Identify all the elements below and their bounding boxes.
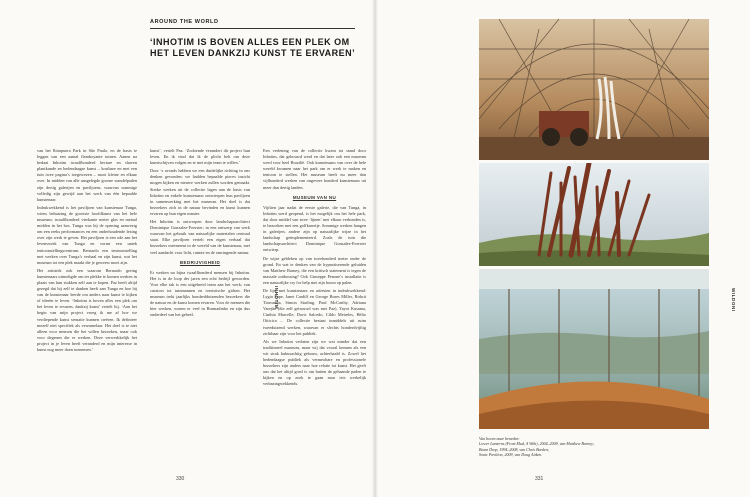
paragraph: van het Ibirapuera Park in São Paulo, en de basis te leggen van een aantal flamboyante tuinen. Aanne na bedaat Inhotim twaalfhonderd hectare en shaven plantkunde en hedendaagse kunst – kostbare en met een tuin twee pagina’s toegewezen – mooi kleine en elkaar over. In midden van alle aangelegde groene wandelpaden zijn dertig galerijen en paviljoens, waarvan sommige volledig zijn gewijd aan het werk van één bepaalde kunstenaar.: [37, 148, 137, 202]
photo-dome: [479, 19, 709, 160]
photo-caption: [479, 436, 709, 458]
poles-illustration: [479, 163, 709, 266]
paragraph: Het artistiek ook een waarom Bernardo gering kunstenaars uitnodigde om ter plekke te komen werken in plaats van hun stukken zelf aan te kopen. Paz heeft altijd gezegd dat hij zelf te danken heeft aan Tunga en hoe hij van de kunstenaar leerde om anders naar kunst te kijken of ideeën te leven. ‘Inhotim is boven alles een plek om het leven te ervaren, dankzij kunst’ vertelt hij. ‘Aan het begin van mijn project vroeg ik me af hoe we verdiepende kunst sensatie kunnen creëren. Ik definieer mezelf niet specifiek als verzamelaar. Het doel is te niet alleen voor mensen die het willen bezoeken, maar ook voor degenen die er werken. Deze verwerkkelijk het project in je leven heeft veranderd en mijn interesse in kunst nog meer doen toenemen.’: [37, 267, 137, 352]
subheading-bedrijvigheid: BEDRIJVIGHEID: [179, 259, 221, 265]
page-number: 330: [176, 476, 185, 482]
text-column-2: [150, 148, 250, 320]
vertical-section-label: WILDONI: [731, 288, 736, 312]
text-column-3: [263, 148, 366, 389]
section-label: AROUND THE WORLD: [150, 19, 219, 25]
vertical-section-label: INHOTIM: [274, 286, 279, 310]
page-number: 331: [535, 476, 544, 482]
page-gutter: [372, 0, 378, 497]
text-column-1: [37, 148, 137, 355]
headline: [150, 37, 355, 59]
pavilion-illustration: [479, 269, 709, 429]
caption-line: Sonic Pavilion, 2009, van Doug Aitken.: [479, 452, 543, 458]
paragraph: Het Inhotim is ontworpen door landschapsarchitect Dominique Gonzalez-Foerster; in een ontwerp van werk waarvan het gebruik van natuurlijke materialen centraal staat. Elke paviljoen vertelt een eigen verhaal dat bezoekers meeneemt in de wereld van de kunstenaar, met veel aandacht voor licht, ruimte en de omringende natuur.: [150, 219, 250, 255]
photo-pavilion: [479, 269, 709, 429]
paragraph: Een verlening van de collectie kwam tot stand door Inhotim, dat gebouwd werd en dat later ook een museum werd voor heel Brazilië. Ook kunstenaars van over de hele wereld kwamen naar het park om er werk te maken en tentoon te stellen. Het museum heeft nu meer dan vijfhonderd werken van ongeveer honderd kunstenaars uit meer dan dertig landen.: [263, 148, 366, 190]
paragraph: Als we Inhotim verlaten zijn we wat minder dat een traditioneel museum, maar wij dat vooral kennen als een wit strak kubusachtig gebouw, achterhaald is. Zowel het hedendaagse publiek als vernuwbare en professionele bezoekers zijn anders naar hoe relatie tot kunst. Het geeft ons dat het altijd goed is om buiten de gebaande paden te kijken en op zoek te gaan naar iets werkelijk verbazingwekkends.: [263, 338, 366, 387]
paragraph: Vijftien jaar nadat de eerste galerie, die van Tunga, in Inhotim werd geopend, is het mogelijk om het hele park, dat door middel van twee ‘lijnen’ met elkaar verbonden is, te bezoeken met een golfkarretje. Sommige werken hangen in galerijen, andere zijn op natuurlijke wijze in het landschap geïmplementeerd. Zoals de tuin die landschapsarchitect Dominique Gonzalez-Foerster ontwierp.: [263, 204, 366, 253]
caption-line: Lower Lanterns (From Mud, A Wiki), 2004–2009, van Matthew Barney;: [479, 441, 595, 447]
paragraph: Indrukwekkend is het paviljoen van kunstenaar Tunga, wiens behuizing de grootste hoofdkunst van het hele museum; twaalfhonderd vierkante meter glas en metaal midden in het bos. Tunga was bij de opening aanwezig om een reeks performances en een onderhoudende lezing over zijn werk te geven. Het paviljoen is een ode aan het levenswerk van Tunga en vormt een uniek tentoonstellingscentrum. Bernardo een tentoonstelling met werken over Tunga’s verhaal en zijn kunst, wat het museum tot een plek maakt die je geweest moet zijn.: [37, 204, 137, 265]
section-rule: [150, 28, 355, 29]
subheading-museum-van-nu: MUSEUM VAN NU: [292, 194, 337, 200]
right-page: [375, 0, 750, 497]
caption-line: Beam Drop, 1994–2008, van Chris Burden;: [479, 446, 550, 452]
paragraph: Er werken nu bijna twaalfhonderd mensen bij Inhotim. Het is in de loop der jaren een echt bedrijf geworden. Voor elke tak is een uitgebreid team aan het werk; van curators tot tuinmannen en toeristische gidsen. Het museum trekt jaarlijks honderdduizenden bezoekers die de natuur en de kunst komen ervaren. Voor de mensen die hier werken, wonen er veel in Brumadinho en zijn dus onderdeel van het geheel.: [150, 269, 250, 318]
headline-line-1: ‘INHOTIM IS BOVEN ALLES EEN PLEK OM: [150, 37, 350, 47]
photo-poles: [479, 163, 709, 266]
paragraph: Door ‘s avonds hebben we een duidelijke richting in ons denken gevonden: we hadden bepaalde pieces inzicht mogen kijken en nieuwe werken zullen worden gemaakt. Sterke werken uit de collectie lagen aan de basis van Inhotim en enkele kunstenaars ontwierpen hun paviljoen in samenwerking met het museum. Het doel is dat bezoekers zich in de natuur bevinden en kunst kunnen ervaren op hun eigen manier.: [150, 168, 250, 216]
paragraph: De lijst met kunstenaars en artiesten in indrukwekkend: Lygia Pape, Janet Cardiff en George Bures Miller, Rirkrit Tiravanija, Simon Starling, Paul McCarthy, Adriana Varejão (die zelf getrouwd was met Paz), Yayoi Kusama, Cinthia Marcelle, Doris Salcedo, Cildo Meireles, Hélio Oiticica ... De collectie bestaat inmiddels uit ruim tweeduizend werken, waarvan er slechts honderdvijftig zichtbaar zijn voor het publiek.: [263, 287, 366, 336]
paragraph: De wijze gebleken op van tweehonderd meter onder de grond. En wat te denken van de hypnotiserende geluiden van Matthew Barney, die een kritisch statement is tegen de massale ontbossing? Ook Giuseppe Penone’s installatie is een natuurlijke cry for help met zijn boom op palen.: [263, 255, 366, 285]
caption-line: Van boven naar beneden:: [479, 436, 520, 441]
headline-line-2: HET LEVEN DANKZIJ KUNST TE ERVAREN’: [150, 48, 356, 58]
dome-illustration: [479, 19, 709, 160]
paragraph: kunst’, vertelt Paz. ‘Zodoende verandert dit project hun leven. En ik vind dat ik de plicht heb om deze kunstschijven volgen en te met mijn team te willen.’: [150, 148, 250, 166]
